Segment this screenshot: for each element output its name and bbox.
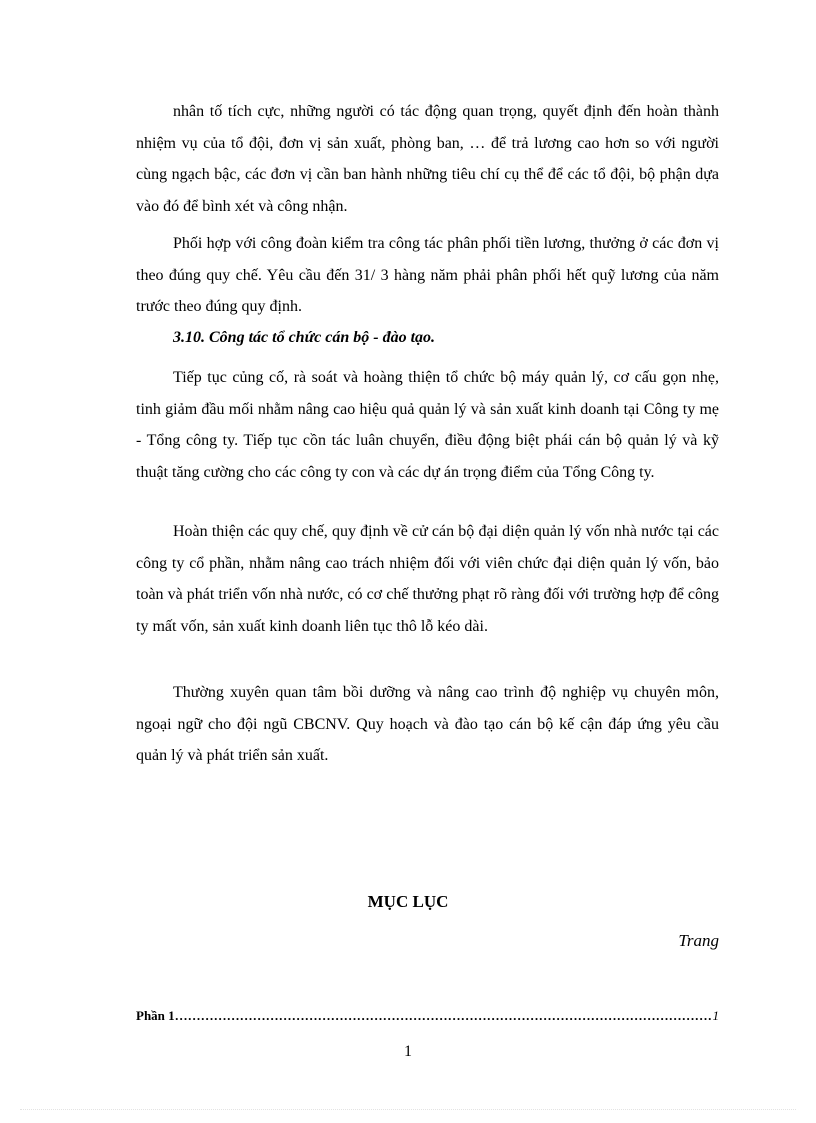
toc-entry[interactable] (136, 1006, 719, 1026)
toc-entry-page: 1 (712, 1008, 719, 1023)
page-number: 1 (404, 1043, 412, 1060)
paragraph-organization-restructure: Tiếp tục củng cố, rà soát và hoàng thiện tổ chức bộ máy quản lý, cơ cấu gọn nhẹ, tinh giảm đầu mối nhằm nâng cao hiệu quả quản lý và sản xuất kinh doanh tại Công ty mẹ - Tổng công ty. Tiếp tục cồn tác luân chuyển, điều động biệt phái cán bộ quản lý và kỹ thuật tăng cường cho các công ty con và các dự án trọng điểm của Tổng Công ty. (136, 369, 719, 481)
paragraph-incentive-criteria: nhân tố tích cực, những người có tác động quan trọng, quyết định đến hoàn thành nhiệm vụ của tổ đội, đơn vị sản xuất, phòng ban, … để trả lương cao hơn so với người cùng ngạch bậc, các đơn vị cần ban hành những tiêu chí cụ thể để các tổ đội, bộ phận dựa vào đó để bình xét và công nhận. (136, 103, 719, 215)
toc-page-column-label: Trang (678, 931, 719, 950)
paragraph-staff-training: Thường xuyên quan tâm bồi dưỡng và nâng cao trình độ nghiệp vụ chuyên môn, ngoại ngữ cho đội ngũ CBCNV. Quy hoạch và đào tạo cán bộ kế cận đáp ứng yêu cầu quản lý và phát triển sản xuất. (136, 684, 719, 765)
toc-title: MỤC LỤC (367, 892, 449, 911)
paragraph-salary-distribution: Phối hợp với công đoàn kiểm tra công tác phân phối tiền lương, thưởng ở các đơn vị theo đúng quy chế. Yêu cầu đến 31/ 3 hàng năm phải phân phối hết quỹ lương của năm trước theo đúng quy định. (136, 235, 719, 316)
toc-entry-label: Phần 1 (136, 1008, 175, 1023)
page-bottom-divider (20, 1109, 796, 1110)
section-heading-organization-training: 3.10. Công tác tổ chức cán bộ - đào tạo. (173, 329, 436, 346)
paragraph-capital-management: Hoàn thiện các quy chế, quy định về cử cán bộ đại diện quản lý vốn nhà nước tại các công ty cổ phần, nhằm nâng cao trách nhiệm đối với viên chức đại diện quản lý vốn, bảo toàn và phát triển vốn nhà nước, có cơ chế thưởng phạt rõ ràng đối với trường hợp để công ty mất vốn, sản xuất kinh doanh liên tục thô lỗ kéo dài. (136, 523, 719, 635)
toc-dot-leader (175, 1006, 713, 1026)
